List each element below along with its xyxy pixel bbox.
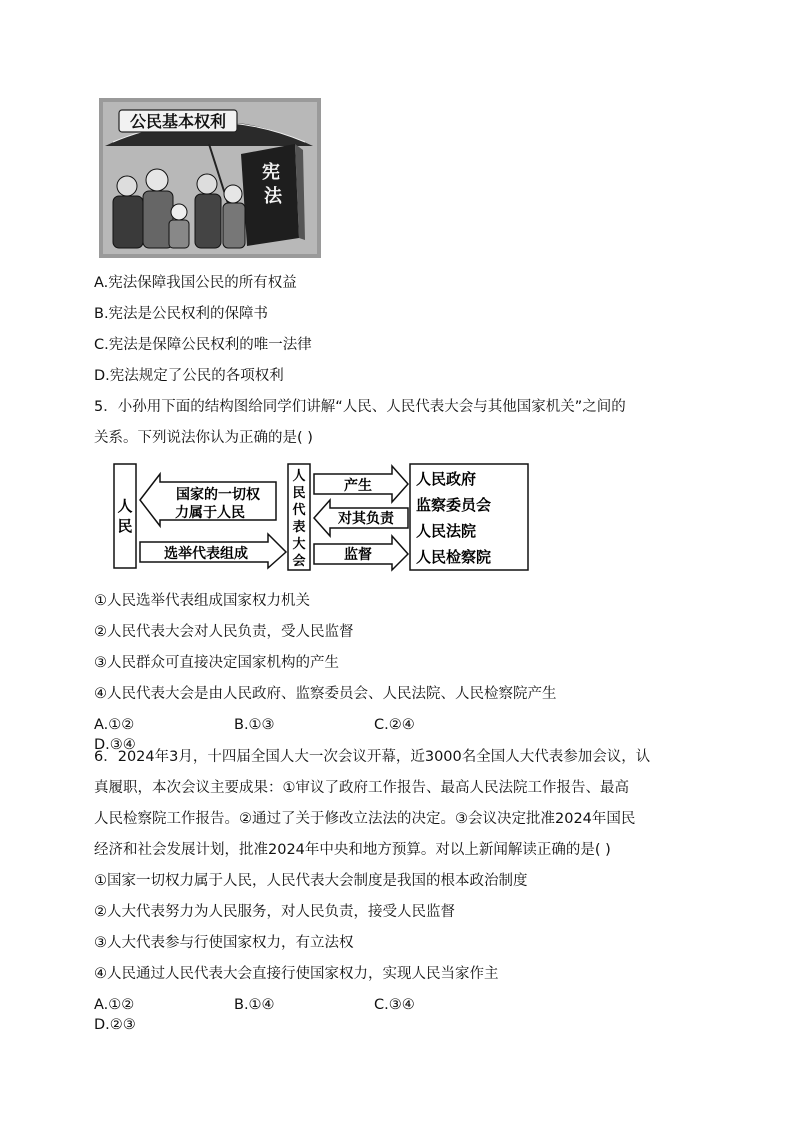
q5-statement-4: ④人民代表大会是由人民政府、监察委员会、人民法院、人民检察院产生 [94, 686, 557, 702]
structure-diagram [112, 462, 532, 574]
q6-stem-line2: 真履职，本次会议主要成果：①审议了政府工作报告、最高人民法院工作报告、最高 [94, 780, 629, 796]
arrow-power-text-2: 力属于人民 [175, 505, 245, 521]
q5-statement-3: ③人民群众可直接决定国家机构的产生 [94, 655, 339, 671]
npc-char-6: 会 [292, 554, 306, 569]
q5-option-a[interactable]: A.①② [94, 717, 135, 733]
q4-option-c: C.宪法是保障公民权利的唯一法律 [94, 337, 312, 353]
constitution-book [241, 144, 305, 246]
organ-government: 人民政府 [416, 470, 477, 488]
q5-stem-line2: 关系。下列说法你认为正确的是( ) [94, 430, 313, 446]
q5-option-b[interactable]: B.①③ [234, 717, 275, 733]
q6-stem-line4: 经济和社会发展计划，批准2024年中央和地方预算。对以上新闻解读正确的是( ) [94, 842, 611, 858]
q6-option-c[interactable]: C.③④ [374, 997, 415, 1013]
q6-stem-line1: 6．2024年3月，十四届全国人大一次会议开幕，近3000名全国人大代表参加会议，认 [94, 749, 651, 765]
q6-option-d[interactable]: D.②③ [94, 1017, 136, 1033]
q5-option-c[interactable]: C.②④ [374, 717, 415, 733]
npc-char-2: 民 [292, 486, 306, 501]
arrow-power-text-1: 国家的一切权 [176, 487, 260, 503]
organ-procuratorate: 人民检察院 [416, 548, 492, 566]
npc-char-3: 代 [292, 503, 306, 518]
q6-stem-line3: 人民检察院工作报告。②通过了关于修改立法法的决定。③会议决定批准2024年国民 [94, 811, 636, 827]
q6-option-a[interactable]: A.①② [94, 997, 135, 1013]
q4-option-a: A.宪法保障我国公民的所有权益 [94, 275, 297, 291]
q6-option-b[interactable]: B.①④ [234, 997, 275, 1013]
organ-court: 人民法院 [416, 522, 477, 540]
people-char-1: 人 [117, 497, 133, 515]
constitution-umbrella-cartoon [99, 98, 321, 258]
q4-option-d: D.宪法规定了公民的各项权利 [94, 368, 284, 384]
q5-option-d[interactable]: D.③④ [94, 737, 136, 753]
people-box [114, 464, 136, 568]
npc-char-5: 大 [292, 537, 306, 552]
q6-statement-3: ③人大代表参与行使国家权力，有立法权 [94, 935, 354, 951]
npc-char-1: 人 [292, 469, 306, 484]
q5-statement-2: ②人民代表大会对人民负责，受人民监督 [94, 624, 354, 640]
arrow-produce-text: 产生 [344, 478, 372, 494]
q6-statement-2: ②人大代表努力为人民服务，对人民负责，接受人民监督 [94, 904, 455, 920]
q5-statement-1: ①人民选举代表组成国家权力机关 [94, 593, 310, 609]
book-label-1: 宪 [262, 162, 280, 183]
arrow-responsible-text: 对其负责 [338, 511, 394, 527]
q4-option-b: B.宪法是公民权利的保障书 [94, 306, 269, 322]
arrow-elect-text: 选举代表组成 [164, 546, 248, 562]
arrow-supervise-text: 监督 [344, 547, 372, 563]
book-label-2: 法 [264, 186, 282, 207]
q6-options [94, 995, 614, 1035]
npc-char-4: 表 [292, 520, 306, 535]
organ-supervision: 监察委员会 [416, 496, 492, 514]
q5-stem-line1: 5．小孙用下面的结构图给同学们讲解“人民、人民代表大会与其他国家机关”之间的 [94, 399, 626, 415]
q6-statement-4: ④人民通过人民代表大会直接行使国家权力，实现人民当家作主 [94, 966, 499, 982]
people-char-2: 民 [117, 517, 133, 535]
q6-statement-1: ①国家一切权力属于人民，人民代表大会制度是我国的根本政治制度 [94, 873, 528, 889]
umbrella-label: 公民基本权利 [129, 112, 227, 131]
